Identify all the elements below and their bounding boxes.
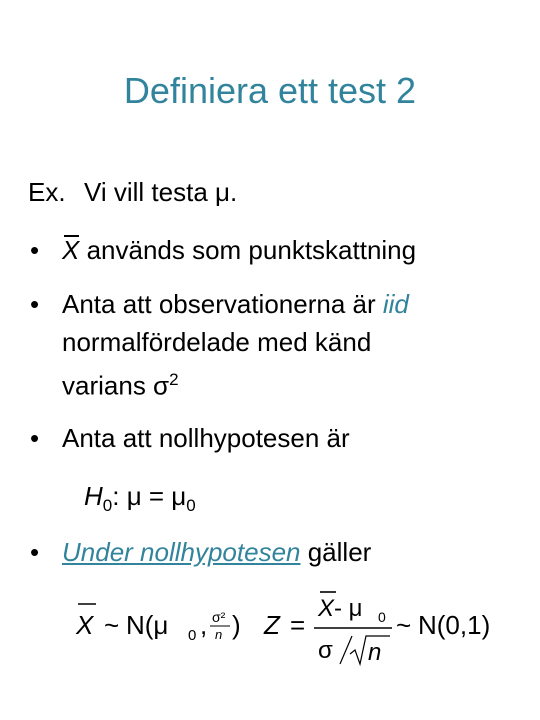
left-x-symbol: X [76,610,94,640]
example-label: Ex. [28,177,66,207]
bullet-2-glyph: • [30,289,40,319]
denominator-sigma: σ [318,637,333,664]
numerator-rest: - μ [334,595,363,622]
left-sigma-squared: σ² [212,609,226,625]
slash-line [340,636,352,664]
right-x-symbol: X [318,595,335,622]
variance-text: varians σ [62,370,170,401]
mu-subscript: 0 [186,496,196,516]
left-tilde: ~ [104,610,120,640]
null-hypothesis [84,480,196,522]
h-subscript: 0 [102,496,113,516]
bullet-3-glyph: • [30,423,40,453]
variance-exponent: 2 [169,370,179,389]
formula-svg [60,584,520,674]
left-comma: , [200,610,208,640]
slide-title: Definiera ett test 2 [123,70,417,111]
bullet-2-line-2: normalfördelade med känd [62,327,372,357]
under-null-emphasis: Under nollhypotesen [62,537,301,567]
standard-normal: N(0,1) [418,610,491,640]
h-symbol: H [84,481,103,511]
bullet-2-line-1 [62,288,409,320]
z-symbol: Z [264,610,280,640]
bullet-4-rest: gäller [300,537,372,567]
right-tilde: ~ [396,610,412,640]
bullet-4-text [62,536,371,568]
bullet-2-text: Anta att observationerna är [62,289,383,319]
equals-sign: = [290,610,306,640]
left-mu-subscript: 0 [188,627,197,644]
bullet-4-glyph: • [30,537,40,567]
example-text: Vi vill testa μ. [84,177,238,207]
left-normal-open: N(μ [126,610,169,640]
numerator-subscript: 0 [378,609,386,625]
bullet-3-text: Anta att nollhypotesen är [62,423,350,453]
x-bar-symbol: X [62,235,80,265]
iid-emphasis: iid [382,289,409,319]
example-line [28,176,237,208]
denominator-n: n [368,639,382,666]
bullet-2-line-3 [62,364,179,402]
left-close-paren: ) [232,610,241,640]
bullet-1-rest: används som punktskattning [79,235,417,265]
distribution-formula [60,584,520,674]
bullet-1-text [62,234,416,266]
bullet-1-glyph: • [30,235,40,265]
hypothesis-mid: : μ = μ [112,481,187,511]
left-n-denominator: n [215,627,223,642]
